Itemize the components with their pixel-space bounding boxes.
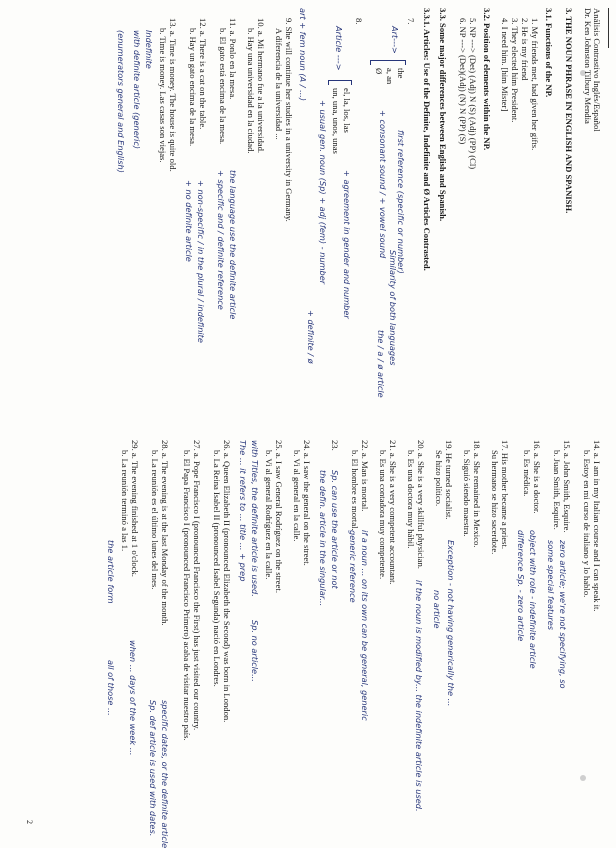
subsection-heading: 3.2. Position of elements within the NP. xyxy=(482,8,492,151)
handwritten-note: when ... days of the week ... xyxy=(128,640,138,756)
article-item: Ø xyxy=(374,68,384,75)
brace xyxy=(370,60,406,65)
article-item: el, la, los, las xyxy=(342,88,352,133)
example-number: 8. xyxy=(354,18,364,25)
handwritten-note: Sp. def article is used with dates. xyxy=(148,700,158,837)
example-line: b. El gato está encima de la mesa. xyxy=(218,28,228,145)
handwritten-note: zero article; we're not specifying, so xyxy=(558,540,568,689)
example-line: 6. NP ---> (Det)(Adj) (N) N (PP) (S) xyxy=(458,18,468,145)
brace xyxy=(328,80,352,85)
handwritten-note: Art---> xyxy=(390,26,400,54)
handwritten-note: object with role - indefinite article xyxy=(528,530,538,669)
example-line: b. Siguió siendo maestra. xyxy=(462,450,472,537)
example-line: 28. a. The evening is at the last Monday of the month. xyxy=(160,440,170,626)
example-line: 19. He turned socialist. xyxy=(444,440,454,520)
header-instructor: Dr. Ken Johnston Tilbury Mendia xyxy=(583,8,593,124)
handwritten-note: Exception - not having generically the ... xyxy=(446,540,456,707)
handwritten-note: the article form xyxy=(106,540,116,604)
example-line: 14. a. I am in my Italian course and I can speak it. xyxy=(592,440,602,612)
example-number: 23. xyxy=(330,440,340,451)
example-line: b. Es una contadora muy competente. xyxy=(378,450,388,580)
header-course: Análisis Contrastivo Inglés/Español xyxy=(592,8,602,132)
handwritten-note: Article ---> xyxy=(334,26,344,71)
example-line: 16. a. She is a doctor. xyxy=(532,440,542,514)
article-item: un, una, unos, unas xyxy=(331,88,341,154)
example-line: b. Juan Smith, Esquire. xyxy=(552,450,562,530)
example-line: b. Hay una universidad en la ciudad. xyxy=(246,28,256,154)
subsection-heading: 3.3. Some major differences between English and Spanish. xyxy=(438,8,448,222)
handwritten-note: all of those ... xyxy=(106,660,116,716)
example-line: 20. a. She is a very skillful physician. xyxy=(416,440,426,569)
handwritten-note: with definite article (generic) xyxy=(132,30,142,150)
handwritten-note: first reference (specific or number) xyxy=(396,130,406,274)
handwritten-note: + specific and / definite reference xyxy=(216,170,226,310)
example-line: b. Estoy en mi curso de italiano y lo hablo. xyxy=(582,450,592,598)
example-line: b. Hay un gato encima de la mesa. xyxy=(188,28,198,147)
subsection-heading: 3.1. Functions of the NP. xyxy=(544,8,554,98)
example-line: 21. a. She is a very competent accountant. xyxy=(388,440,398,585)
example-line: 4. I need him. [him Mister] xyxy=(500,18,510,112)
subsection-heading: 3.3.1. Articles: Use of the Definite, Indefinite and Ø Articles Contrasted. xyxy=(422,8,432,271)
handwritten-note: difference Sp. - zero article xyxy=(516,530,526,642)
handwritten-note: Indefinite xyxy=(144,30,154,69)
handwritten-note: Sp. no article... xyxy=(250,620,260,682)
example-line: 5. NP ---> (Det) (Adj) N (S) (Adj) (PP) (Cl) xyxy=(468,18,478,170)
example-line: 27. a. Pope Francisco I (pronounced Francisco the First) has just visited our country. xyxy=(192,440,202,731)
example-line: 17. His mother became a priest. xyxy=(500,440,510,550)
example-line: 1. My friends met, had given her gifts. xyxy=(530,18,540,151)
example-line: b. Es médica. xyxy=(522,450,532,497)
example-line: 25. a. I saw General Rodríguez on the street. xyxy=(274,440,284,593)
handwritten-note: the language use the definite article xyxy=(228,170,238,320)
handwritten-note: if the noun is modified by... the indefinite article is used. xyxy=(414,580,424,812)
handwritten-note: the / a / ø article xyxy=(376,330,386,398)
handwritten-note: if a noun ... on its own can be general, generic xyxy=(360,530,370,721)
handwritten-note: + usual gen. noun (Sp) + adj (fem) - number xyxy=(318,100,328,285)
top-rule xyxy=(608,8,609,48)
handwritten-note: (enumerators general and English) xyxy=(116,30,126,173)
handwritten-note: + no definite article xyxy=(184,180,194,262)
example-line: 2. He is my friend xyxy=(520,18,530,81)
handwritten-note: + agreement in gender and number xyxy=(342,170,352,319)
section-heading: 3. THE NOUN PHRASE IN ENGLISH AND SPANISH. xyxy=(564,8,574,214)
handwritten-note: The ... it refers to ... title ... + prep xyxy=(238,440,248,582)
handwritten-note: generic reference xyxy=(348,530,358,603)
example-line: 18. a. She remained in Mexico. xyxy=(472,440,482,548)
handwritten-note: + non-specific / in the plural / indefinite xyxy=(196,180,206,343)
example-line: 26. a. Queen Elizabeth II (pronounced Elizabeth the Second) was born in London. xyxy=(222,440,232,723)
page-number: 2 xyxy=(25,820,34,824)
example-line: 22. a. Man is mortal. xyxy=(360,440,370,512)
handwritten-note: some special features xyxy=(546,540,556,631)
article-item: the xyxy=(396,68,406,79)
example-line: 12. a. There is a cat on the table. xyxy=(198,18,208,130)
handwritten-note: no article xyxy=(432,590,442,629)
handwritten-note: Sp. can use the article or not xyxy=(330,470,340,589)
example-line: 13. a. Time is money. The house is quite old. xyxy=(168,18,178,172)
handwritten-note: + consonant sound / + vowel sound xyxy=(378,110,388,259)
handwritten-note: Similarity of both languages xyxy=(388,250,398,366)
example-line: b. La reunión es el último lunes del mes. xyxy=(150,450,160,590)
example-line: 11. a. Ponlo en la mesa. xyxy=(228,18,238,100)
handwritten-note: specific dates, or the definite article xyxy=(160,700,170,848)
example-line: 3. They elected him President. xyxy=(510,18,520,123)
example-line: b. Time is money. Las casas son viejas. xyxy=(158,28,168,163)
handwritten-note: the defin. article in the singular... xyxy=(318,470,328,607)
example-line: b. El Papa Francisco I (pronounced Francisco Primero) acaba de visitar nuestro país. xyxy=(182,450,192,741)
example-line: b. El hombre es mortal. xyxy=(350,450,360,531)
example-line: Su hermano se hizo sacerdote. xyxy=(490,450,500,555)
example-line: 29. a. The evening finished at 1 o'clock. xyxy=(130,440,140,577)
handwritten-note: art + fem noun (A / ...) xyxy=(298,8,308,102)
example-line: 10. a. Mi hermano fue a la universidad. xyxy=(256,18,266,154)
example-line: 24. a. I saw the general on the street. xyxy=(302,440,312,566)
example-line: A diferencia de la universidad ... xyxy=(274,28,284,140)
handwritten-note: with Titles, the definite article is used. xyxy=(250,440,260,597)
example-line: b. Vi al general en la calle. xyxy=(292,450,302,542)
example-line: b. La Reina Isabel II (pronounced Isabel Segunda) nació en Londres. xyxy=(212,450,222,687)
example-line: 9. She will continue her studies in a university in Germany. xyxy=(284,18,294,222)
example-number: 7. xyxy=(406,18,416,25)
example-line: 15. a. John Smith, Esquire. xyxy=(562,440,572,533)
handwritten-note: + definite / ø xyxy=(306,310,316,364)
article-item: a, an xyxy=(385,68,395,85)
example-line: b. Es una doctora muy hábil. xyxy=(406,450,416,549)
example-line: b. Vi al general Rodríguez en la calle. xyxy=(264,450,274,580)
example-line: b. La reunión terminó a las 1. xyxy=(120,450,130,552)
example-line: Se hizo político. xyxy=(434,450,444,507)
